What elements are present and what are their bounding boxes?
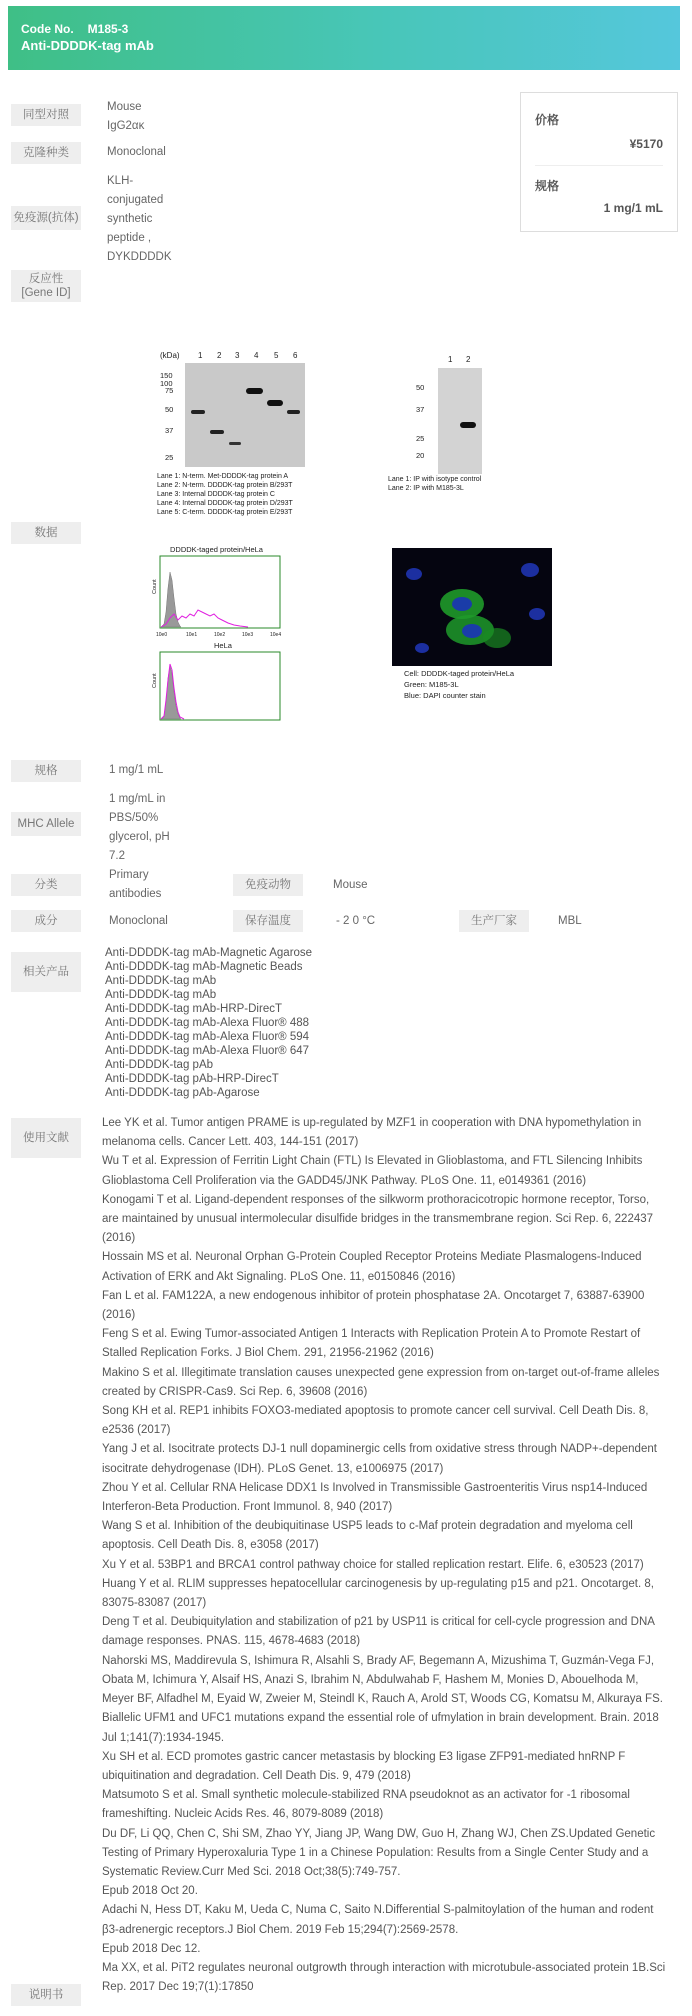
wb-legend-line: Lane 4: Internal DDDDK-tag protein D/293T bbox=[157, 500, 293, 507]
ip-marker: 20 bbox=[416, 451, 425, 460]
isotype-value bbox=[107, 98, 144, 136]
reference-item: Lee YK et al. Tumor antigen PRAME is up-regulated by MZF1 in cooperation with DNA hypomethylation in melanoma cells. Cancer Lett. 403, 144-151 (2017) bbox=[102, 1117, 642, 1149]
data-label: 数据 bbox=[11, 522, 81, 544]
price-label: 价格 bbox=[535, 113, 560, 127]
wb-marker: 50 bbox=[165, 405, 174, 414]
storage-value: - 2 0 °C bbox=[336, 915, 376, 927]
western-blot-figure bbox=[155, 346, 355, 522]
flow2-ylabel: Count bbox=[152, 673, 158, 688]
wb-legend-line: Lane 2: N-term. DDDDK-tag protein B/293T bbox=[157, 482, 293, 489]
reference-item: Epub 2018 Dec 12. bbox=[102, 1942, 201, 1955]
category-line: Primary bbox=[109, 869, 149, 881]
wb-lane-label: 3 bbox=[235, 351, 240, 360]
related-products-list bbox=[105, 946, 312, 1100]
ip-band bbox=[460, 422, 476, 428]
micro-nucleus bbox=[406, 568, 422, 580]
reactivity-label bbox=[11, 270, 81, 302]
micro-cell bbox=[483, 628, 511, 648]
micro-caption-line: Blue: DAPI counter stain bbox=[404, 691, 486, 700]
reference-item: Matsumoto S et al. Small synthetic molecule-stabilized RNA pseudoknot as an activator for -1 ribosomal frameshifting. Nucleic Acids Res. 46, 8079-8089 (2018) bbox=[102, 1789, 630, 1821]
reference-item: Konogami T et al. Ligand-dependent responses of the silkworm prothoracicotropic hormone receptor, Torso, are maintained by unusual intermolecular disulfide bridges in the transmembrane region. Sci Rep. 6, 222437 (2016) bbox=[102, 1193, 654, 1245]
related-product-link[interactable]: Anti-DDDDK-tag pAb-Agarose bbox=[105, 1087, 260, 1099]
mhc-label: MHC Allele bbox=[11, 812, 81, 836]
price-value: ¥5170 bbox=[629, 137, 663, 151]
wb-marker: 25 bbox=[165, 453, 174, 462]
size-value: 1 mg/1 mL bbox=[603, 201, 663, 215]
reference-item: Epub 2018 Oct 20. bbox=[102, 1885, 198, 1898]
micro-nucleus bbox=[415, 643, 429, 653]
reference-item: Nahorski MS, Maddirevula S, Ishimura R, Alsahli S, Brady AF, Begemann A, Mizushima T, Guzmán-Vega FJ, Obata M, Ichimura Y, Alsaif HS, Anazi S, Ibrahim N, Abdulwahab F, Hashem M, Monies D, Abouelhoda M, Meyer BF, Alfadhel M, Eyaid W, Zweier M, Steindl K, Rauch A, Arold ST, Woods CG, Komatsu M, Alkuraya FS. Biallelic UFM1 and UFC1 mutations expand the essential role of ufmylation in brain development. Brain. 2018 Jul 1;141(7):1934-1945. bbox=[102, 1654, 663, 1744]
spec-label: 规格 bbox=[11, 760, 81, 782]
micro-nucleus bbox=[521, 563, 539, 577]
mhc-line: glycerol, pH bbox=[109, 831, 170, 843]
wb-marker: 100 bbox=[160, 379, 173, 388]
wb-membrane bbox=[185, 363, 305, 467]
flow1-title: DDDDK-taged protein/HeLa bbox=[170, 545, 263, 554]
ip-legend-line: Lane 1: IP with isotype control bbox=[388, 476, 482, 483]
wb-band bbox=[246, 388, 263, 394]
flow1-tick: 10e2 bbox=[214, 632, 226, 638]
related-product-link[interactable]: Anti-DDDDK-tag mAb-Alexa Fluor® 594 bbox=[105, 1031, 310, 1043]
reference-item: Du DF, Li QQ, Chen C, Shi SM, Zhao YY, Jiang JP, Wang DW, Guo H, Zhang WJ, Chen ZS.Updated Genetic Testing of Primary Hyperoxaluria Type 1 in a Chinese Population: Results from a Single Center Study and a Systematic Review.Curr Med Sci. 2018 Oct;38(5):749-757. bbox=[102, 1827, 656, 1878]
micro-nucleus bbox=[462, 624, 482, 638]
related-product-link[interactable]: Anti-DDDDK-tag mAb-Magnetic Beads bbox=[105, 961, 303, 973]
related-product-link[interactable]: Anti-DDDDK-tag pAb-HRP-DirecT bbox=[105, 1073, 279, 1085]
immunogen-label: 免疫源(抗体) bbox=[11, 206, 81, 230]
ip-marker: 50 bbox=[416, 383, 425, 392]
related-product-link[interactable]: Anti-DDDDK-tag mAb-Alexa Fluor® 647 bbox=[105, 1045, 310, 1057]
flow2-title: HeLa bbox=[214, 641, 232, 650]
wb-lane-label: 1 bbox=[198, 351, 203, 360]
wb-unit: (kDa) bbox=[160, 351, 180, 360]
reference-item: Yang J et al. Isocitrate protects DJ-1 null dopaminergic cells from oxidative stress through NADP+-dependent isocitrate dehydrogenase (IDH). PLoS Genet. 13, e1006975 (2017) bbox=[102, 1443, 657, 1475]
reactivity-label-line: [Gene ID] bbox=[21, 287, 71, 299]
isotype-label: 同型对照 bbox=[11, 104, 81, 126]
price-box bbox=[520, 92, 678, 232]
related-product-link[interactable]: Anti-DDDDK-tag mAb-Alexa Fluor® 488 bbox=[105, 1017, 310, 1029]
immunogen-value bbox=[107, 172, 172, 267]
flow-histogram-2 bbox=[148, 640, 288, 724]
code-label: Code No. bbox=[21, 22, 74, 36]
wb-lane-label: 4 bbox=[254, 351, 259, 360]
flow1-tick: 10e3 bbox=[242, 632, 254, 638]
refs-label: 使用文献 bbox=[11, 1118, 81, 1158]
component-label: 成分 bbox=[11, 910, 81, 932]
reference-item: Wang S et al. Inhibition of the deubiquitinase USP5 leads to c-Maf protein degradation and myeloma cell apoptosis. Cell Death Dis. 8, e3058 (2017) bbox=[102, 1520, 633, 1552]
micro-nucleus bbox=[452, 597, 472, 611]
wb-legend-line: Lane 1: N-term. Met-DDDDK-tag protein A bbox=[157, 473, 289, 480]
reference-item: Zhou Y et al. Cellular RNA Helicase DDX1 Is Involved in Transmissible Gastroenteritis Virus nsp14-Induced Interferon-Beta Production. Front Immunol. 8, 940 (2017) bbox=[102, 1481, 648, 1514]
reference-item: Adachi N, Hess DT, Kaku M, Ueda C, Numa C, Saito N.Differential S-palmitoylation of the human and rodent β3-adrenergic receptors.J Biol Chem. 2019 Feb 15;294(7):2569-2578. bbox=[102, 1904, 654, 1936]
code-value: M185-3 bbox=[87, 22, 129, 36]
related-product-link[interactable]: Anti-DDDDK-tag mAb-Magnetic Agarose bbox=[105, 947, 313, 959]
code-line bbox=[21, 21, 667, 37]
storage-label: 保存温度 bbox=[233, 910, 303, 932]
wb-band bbox=[210, 430, 224, 434]
mhc-line: 1 mg/mL in bbox=[109, 793, 166, 805]
reference-item: Deng T et al. Deubiquitylation and stabilization of p21 by USP11 is critical for cell-cycle progression and DNA damage responses. PNAS. 115, 4678-4683 (2018) bbox=[102, 1616, 655, 1648]
ip-lane-label: 1 bbox=[448, 355, 453, 364]
immunogen-line: peptide , bbox=[107, 232, 152, 244]
price-divider bbox=[535, 165, 663, 166]
category-line: antibodies bbox=[109, 888, 162, 900]
related-product-link[interactable]: Anti-DDDDK-tag mAb bbox=[105, 989, 217, 1001]
mhc-line: 7.2 bbox=[109, 850, 125, 862]
wb-marker: 150 bbox=[160, 371, 173, 380]
references-list bbox=[102, 1114, 667, 1997]
reference-item: Fan L et al. FAM122A, a new endogenous inhibitor of protein phosphatase 2A. Oncotarget 7, 63887-63900 (2016) bbox=[102, 1289, 645, 1322]
maker-label: 生产厂家 bbox=[459, 910, 529, 932]
wb-legend-line: Lane 5: C-term. DDDDK-tag protein E/293T bbox=[157, 509, 293, 516]
reference-item: Huang Y et al. RLIM suppresses hepatocellular carcinogenesis by up-regulating p15 and p21. Oncotarget. 8, 83075-83087 (2017) bbox=[102, 1577, 654, 1610]
flow1-tick: 10e0 bbox=[156, 632, 168, 638]
product-name: Anti-DDDDK-tag mAb bbox=[21, 38, 154, 53]
wb-band bbox=[229, 442, 241, 445]
reference-item: Hossain MS et al. Neuronal Orphan G-Protein Coupled Receptor Proteins Mediate Plasmalogens-Induced Activation of ERK and Akt Signaling. PLoS One. 11, e0150846 (2016) bbox=[102, 1251, 642, 1283]
flow1-tick: 10e1 bbox=[186, 632, 198, 638]
related-product-link[interactable]: Anti-DDDDK-tag mAb bbox=[105, 975, 217, 987]
clone-value: Monoclonal bbox=[107, 146, 166, 158]
ip-blot-figure bbox=[388, 352, 528, 492]
reference-item: Ma XX, et al. PiT2 regulates neuronal outgrowth through interaction with microtubule-associated protein 1B.Sci Rep. 2017 Dec 19;7(1):17850 bbox=[102, 1961, 666, 1994]
reference-item: Xu Y et al. 53BP1 and BRCA1 control pathway choice for stalled replication restart. Elife. 6, e30523 (2017) bbox=[102, 1558, 644, 1571]
immunogen-line: synthetic bbox=[107, 213, 153, 225]
micro-caption-line: Green: M185-3L bbox=[404, 680, 459, 689]
ip-legend-line: Lane 2: IP with M185-3L bbox=[388, 485, 464, 492]
reference-item: Makino S et al. Illegitimate translation causes unexpected gene expression from on-target out-of-frame alleles created by CRISPR-Cas9. Sci Rep. 6, 39608 (2016) bbox=[102, 1366, 660, 1398]
size-label: 规格 bbox=[535, 179, 560, 193]
reference-item: Xu SH et al. ECD promotes gastric cancer metastasis by blocking E3 ligase ZFP91-mediated hnRNP F ubiquitination and degradation. Cell Death Dis. 9, 479 (2018) bbox=[102, 1750, 626, 1782]
reference-item: Feng S et al. Ewing Tumor-associated Antigen 1 Interacts with Replication Protein A to Promote Restart of Stalled Replication Forks. J Biol Chem. 291, 21956-21962 (2016) bbox=[102, 1328, 641, 1360]
category-label: 分类 bbox=[11, 874, 81, 896]
flow1-frame bbox=[160, 556, 280, 628]
immunogen-line: conjugated bbox=[107, 194, 164, 206]
spec-value: 1 mg/1 mL bbox=[109, 764, 164, 776]
ip-marker: 37 bbox=[416, 405, 425, 414]
reference-item: Wu T et al. Expression of Ferritin Light Chain (FTL) Is Elevated in Glioblastoma, and FTL Silencing Inhibits Glioblastoma Cell Proliferation via the GADD45/JNK Pathway. PLoS One. 11, e0149361 (2016) bbox=[102, 1155, 643, 1187]
mhc-value bbox=[109, 790, 170, 866]
micro-nucleus bbox=[529, 608, 545, 620]
ip-membrane bbox=[438, 368, 482, 474]
reference-item: Song KH et al. REP1 inhibits FOXO3-mediated apoptosis to promote cancer cell survival. Cell Death Dis. 8, e2536 (2017) bbox=[102, 1405, 649, 1437]
wb-band bbox=[191, 410, 205, 414]
related-product-link[interactable]: Anti-DDDDK-tag pAb bbox=[105, 1059, 214, 1071]
component-value: Monoclonal bbox=[109, 915, 168, 927]
manual-label[interactable]: 说明书 bbox=[11, 1984, 81, 2006]
flow1-ylabel: Count bbox=[152, 579, 158, 594]
related-product-link[interactable]: Anti-DDDDK-tag mAb-HRP-DirecT bbox=[105, 1003, 282, 1015]
wb-lane-label: 6 bbox=[293, 351, 298, 360]
related-label: 相关产品 bbox=[11, 952, 81, 992]
flow1-tick: 10e4 bbox=[270, 632, 282, 638]
isotype-line: IgG2ακ bbox=[107, 120, 145, 132]
ip-marker: 25 bbox=[416, 434, 425, 443]
flow-histogram-1 bbox=[148, 544, 288, 644]
wb-band bbox=[267, 400, 283, 406]
mhc-line: PBS/50% bbox=[109, 812, 159, 824]
immunogen-line: DYKDDDDK bbox=[107, 251, 172, 263]
host-value: Mouse bbox=[333, 879, 368, 891]
wb-marker: 75 bbox=[165, 386, 174, 395]
clone-label: 克隆种类 bbox=[11, 142, 81, 164]
ip-lane-label: 2 bbox=[466, 355, 471, 364]
microscopy-figure bbox=[392, 548, 562, 708]
immunogen-line: KLH- bbox=[107, 175, 134, 187]
wb-marker: 37 bbox=[165, 426, 174, 435]
micro-caption-line: Cell: DDDDK-taged protein/HeLa bbox=[404, 669, 515, 678]
isotype-line: Mouse bbox=[107, 101, 142, 113]
product-header bbox=[8, 6, 680, 70]
wb-lane-label: 5 bbox=[274, 351, 279, 360]
wb-band bbox=[287, 410, 300, 414]
wb-lane-label: 2 bbox=[217, 351, 222, 360]
reactivity-label-line: 反应性 bbox=[28, 273, 64, 285]
wb-legend-line: Lane 3: Internal DDDDK-tag protein C bbox=[157, 491, 275, 498]
host-label: 免疫动物 bbox=[233, 874, 303, 896]
category-value bbox=[109, 866, 161, 904]
maker-value: MBL bbox=[558, 915, 582, 927]
